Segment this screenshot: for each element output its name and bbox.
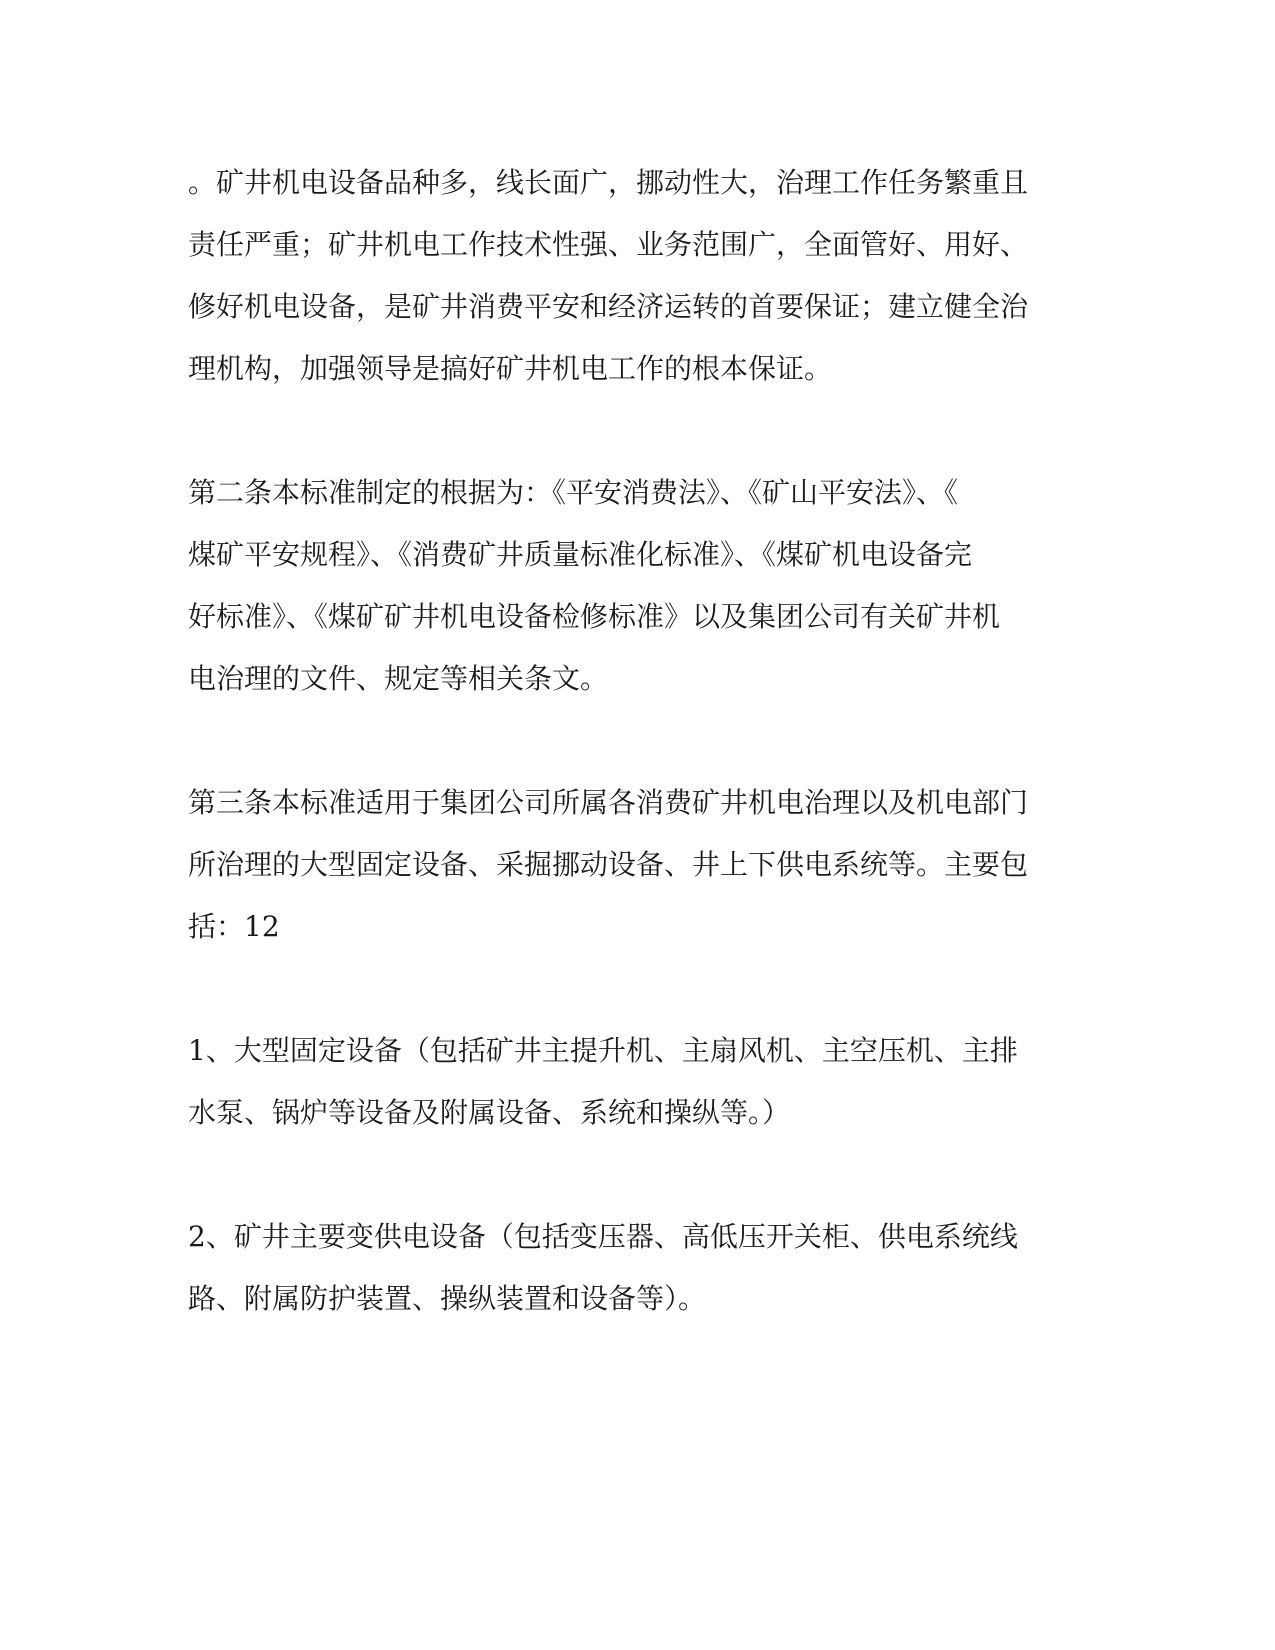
paragraph-article-2 bbox=[188, 462, 1088, 710]
text-line: 所治理的大型固定设备、采掘挪动设备、井上下供电系统等。主要包 bbox=[188, 848, 1029, 881]
paragraph-spacer bbox=[188, 1144, 1088, 1206]
paragraph-item-2 bbox=[188, 1206, 1088, 1330]
text-line: 第二条本标准制定的根据为：《平安消费法》、《矿山平安法》、《 bbox=[188, 476, 959, 509]
text-line: 第三条本标准适用于集团公司所属各消费矿井机电治理以及机电部门 bbox=[188, 786, 1029, 819]
text-line: 修好机电设备，是矿井消费平安和经济运转的首要保证；建立健全治 bbox=[188, 290, 1029, 323]
text-line: 理机构，加强领导是搞好矿井机电工作的根本保证。 bbox=[188, 352, 833, 385]
paragraph-spacer bbox=[188, 400, 1088, 462]
document-body bbox=[188, 152, 1088, 1330]
text-line: 煤矿平安规程》、《消费矿井质量标准化标准》、《煤矿机电设备完 bbox=[188, 538, 973, 571]
paragraph-item-1 bbox=[188, 1020, 1088, 1144]
text-line: 水泵、锅炉等设备及附属设备、系统和操纵等。） bbox=[188, 1096, 791, 1129]
paragraph-spacer bbox=[188, 958, 1088, 1020]
paragraph-spacer bbox=[188, 710, 1088, 772]
text-line: 责任严重；矿井机电工作技术性强、业务范围广，全面管好、用好、 bbox=[188, 228, 1029, 261]
text-line: 。矿井机电设备品种多，线长面广，挪动性大，治理工作任务繁重且 bbox=[188, 166, 1029, 199]
text-line: 好标准》、《煤矿矿井机电设备检修标准》以及集团公司有关矿井机 bbox=[188, 600, 1001, 633]
text-line: 电治理的文件、规定等相关条文。 bbox=[188, 662, 609, 695]
paragraph-intro bbox=[188, 152, 1088, 400]
text-line: 1、大型固定设备（包括矿井主提升机、主扇风机、主空压机、主排 bbox=[188, 1034, 1018, 1067]
text-line: 2、矿井主要变供电设备（包括变压器、高低压开关柜、供电系统线 bbox=[188, 1220, 1018, 1253]
text-line: 括：12 bbox=[188, 910, 280, 943]
paragraph-article-3 bbox=[188, 772, 1088, 958]
text-line: 路、附属防护装置、操纵装置和设备等）。 bbox=[188, 1282, 707, 1315]
